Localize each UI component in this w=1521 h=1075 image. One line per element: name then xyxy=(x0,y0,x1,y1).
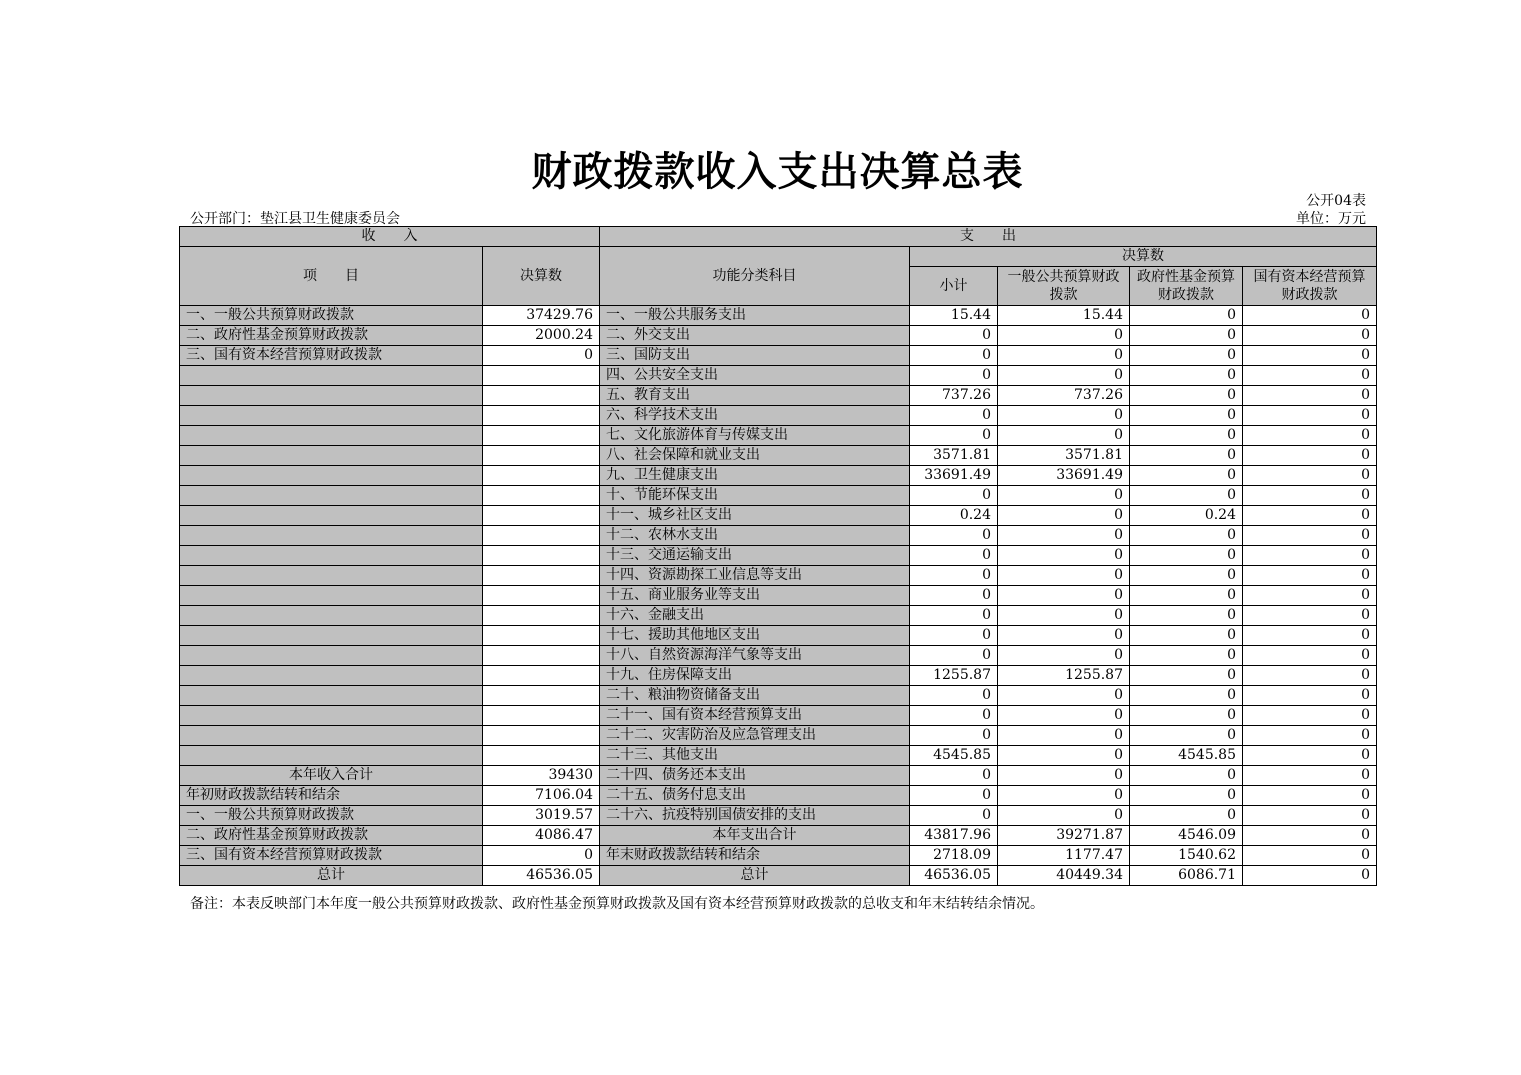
subtotal-cell: 2718.09 xyxy=(910,846,998,866)
income-value-cell: 39430 xyxy=(483,766,600,786)
subtotal-cell: 0 xyxy=(910,606,998,626)
income-item-cell: 年初财政拨款结转和结余 xyxy=(180,786,483,806)
expense-item-cell: 二十一、国有资本经营预算支出 xyxy=(600,706,910,726)
income-item-cell: 三、国有资本经营预算财政拨款 xyxy=(180,846,483,866)
expense-item-cell: 七、文化旅游体育与传媒支出 xyxy=(600,426,910,446)
subtotal-cell: 0 xyxy=(910,726,998,746)
general-budget-cell: 0 xyxy=(998,686,1130,706)
income-value-cell xyxy=(483,446,600,466)
subtotal-cell: 0 xyxy=(910,586,998,606)
expense-item-cell: 本年支出合计 xyxy=(600,826,910,846)
subtotal-cell: 1255.87 xyxy=(910,666,998,686)
income-item-cell xyxy=(180,586,483,606)
gov-fund-cell: 0 xyxy=(1130,586,1243,606)
table-row xyxy=(180,526,1377,546)
income-item-cell xyxy=(180,646,483,666)
gov-fund-cell: 6086.71 xyxy=(1130,866,1243,886)
expense-item-cell: 十六、金融支出 xyxy=(600,606,910,626)
subtotal-cell: 0 xyxy=(910,806,998,826)
subtotal-cell: 0 xyxy=(910,706,998,726)
expense-item-cell: 十五、商业服务业等支出 xyxy=(600,586,910,606)
income-item-cell xyxy=(180,686,483,706)
income-value-cell: 0 xyxy=(483,846,600,866)
unit-label: 单位：万元 xyxy=(1296,211,1366,227)
income-item-cell xyxy=(180,506,483,526)
subtotal-cell: 0 xyxy=(910,346,998,366)
table-row xyxy=(180,506,1377,526)
expense-item-cell: 二十四、债务还本支出 xyxy=(600,766,910,786)
income-item-cell: 总计 xyxy=(180,866,483,886)
income-value-cell xyxy=(483,726,600,746)
income-item-cell xyxy=(180,426,483,446)
state-capital-cell: 0 xyxy=(1243,726,1377,746)
state-capital-cell: 0 xyxy=(1243,526,1377,546)
income-item-cell xyxy=(180,446,483,466)
general-budget-cell: 0 xyxy=(998,506,1130,526)
general-budget-cell: 0 xyxy=(998,366,1130,386)
state-capital-cell: 0 xyxy=(1243,506,1377,526)
income-value-cell: 37429.76 xyxy=(483,306,600,326)
table-row xyxy=(180,746,1377,766)
page-title: 财政拨款收入支出决算总表 xyxy=(531,148,1024,195)
general-budget-cell: 0 xyxy=(998,646,1130,666)
subtotal-cell: 0 xyxy=(910,766,998,786)
expense-item-cell: 二十二、灾害防治及应急管理支出 xyxy=(600,726,910,746)
general-budget-cell: 0 xyxy=(998,766,1130,786)
expense-item-cell: 一、一般公共服务支出 xyxy=(600,306,910,326)
table-row xyxy=(180,366,1377,386)
subtotal-cell: 0 xyxy=(910,326,998,346)
state-capital-header: 国有资本经营预算财政拨款 xyxy=(1243,267,1377,306)
subtotal-cell: 0 xyxy=(910,786,998,806)
income-item-cell: 本年收入合计 xyxy=(180,766,483,786)
expense-item-cell: 十一、城乡社区支出 xyxy=(600,506,910,526)
income-item-cell xyxy=(180,546,483,566)
gov-fund-cell: 0 xyxy=(1130,366,1243,386)
state-capital-cell: 0 xyxy=(1243,426,1377,446)
general-budget-cell: 0 xyxy=(998,606,1130,626)
subtotal-cell: 0 xyxy=(910,406,998,426)
table-row xyxy=(180,606,1377,626)
subtotal-cell: 737.26 xyxy=(910,386,998,406)
gov-fund-cell: 0 xyxy=(1130,346,1243,366)
subtotal-cell: 4545.85 xyxy=(910,746,998,766)
expense-item-cell: 年末财政拨款结转和结余 xyxy=(600,846,910,866)
expense-item-cell: 总计 xyxy=(600,866,910,886)
general-budget-cell: 0 xyxy=(998,746,1130,766)
table-row xyxy=(180,326,1377,346)
table-row xyxy=(180,306,1377,326)
expense-item-cell: 二、外交支出 xyxy=(600,326,910,346)
state-capital-cell: 0 xyxy=(1243,746,1377,766)
income-value-cell xyxy=(483,466,600,486)
table-row xyxy=(180,346,1377,366)
gov-fund-cell: 0 xyxy=(1130,786,1243,806)
general-budget-cell: 1255.87 xyxy=(998,666,1130,686)
state-capital-cell: 0 xyxy=(1243,706,1377,726)
state-capital-cell: 0 xyxy=(1243,566,1377,586)
general-budget-cell: 0 xyxy=(998,586,1130,606)
income-value-cell xyxy=(483,546,600,566)
income-item-cell xyxy=(180,746,483,766)
subtotal-cell: 0 xyxy=(910,486,998,506)
expense-item-cell: 四、公共安全支出 xyxy=(600,366,910,386)
income-value-cell xyxy=(483,686,600,706)
income-item-cell xyxy=(180,726,483,746)
budget-table xyxy=(179,226,1377,886)
general-budget-cell: 0 xyxy=(998,546,1130,566)
general-budget-cell: 0 xyxy=(998,726,1130,746)
income-value-cell xyxy=(483,746,600,766)
item-header: 项 目 xyxy=(180,247,483,306)
subtotal-header: 小计 xyxy=(910,267,998,306)
income-value-cell: 0 xyxy=(483,346,600,366)
income-item-cell: 三、国有资本经营预算财政拨款 xyxy=(180,346,483,366)
general-budget-cell: 40449.34 xyxy=(998,866,1130,886)
income-item-cell xyxy=(180,406,483,426)
income-item-cell xyxy=(180,706,483,726)
general-budget-cell: 0 xyxy=(998,626,1130,646)
general-budget-cell: 0 xyxy=(998,806,1130,826)
income-value-cell xyxy=(483,586,600,606)
income-item-cell xyxy=(180,366,483,386)
gov-fund-cell: 0 xyxy=(1130,646,1243,666)
table-row xyxy=(180,386,1377,406)
general-budget-cell: 33691.49 xyxy=(998,466,1130,486)
income-value-cell xyxy=(483,526,600,546)
income-item-cell xyxy=(180,486,483,506)
header-row-1 xyxy=(180,227,1377,247)
gov-fund-cell: 0 xyxy=(1130,706,1243,726)
general-budget-cell: 3571.81 xyxy=(998,446,1130,466)
state-capital-cell: 0 xyxy=(1243,446,1377,466)
income-value-cell: 2000.24 xyxy=(483,326,600,346)
state-capital-cell: 0 xyxy=(1243,366,1377,386)
table-row xyxy=(180,786,1377,806)
gov-fund-cell: 1540.62 xyxy=(1130,846,1243,866)
table-row xyxy=(180,666,1377,686)
state-capital-cell: 0 xyxy=(1243,306,1377,326)
gov-fund-cell: 0 xyxy=(1130,766,1243,786)
table-row xyxy=(180,546,1377,566)
subtotal-cell: 0 xyxy=(910,626,998,646)
gov-fund-cell: 0 xyxy=(1130,306,1243,326)
income-item-cell xyxy=(180,626,483,646)
department-label: 公开部门：垫江县卫生健康委员会 xyxy=(190,211,400,227)
state-capital-cell: 0 xyxy=(1243,686,1377,706)
table-row xyxy=(180,766,1377,786)
gov-fund-cell: 4545.85 xyxy=(1130,746,1243,766)
subtotal-cell: 3571.81 xyxy=(910,446,998,466)
income-value-cell xyxy=(483,666,600,686)
gov-fund-cell: 0 xyxy=(1130,806,1243,826)
header-row-2 xyxy=(180,247,1377,267)
gov-fund-cell: 0 xyxy=(1130,486,1243,506)
subtotal-cell: 0 xyxy=(910,546,998,566)
subtotal-cell: 15.44 xyxy=(910,306,998,326)
subtotal-cell: 0 xyxy=(910,646,998,666)
income-item-cell xyxy=(180,526,483,546)
expense-item-cell: 十七、援助其他地区支出 xyxy=(600,626,910,646)
table-row xyxy=(180,626,1377,646)
income-value-cell xyxy=(483,486,600,506)
subtotal-cell: 0 xyxy=(910,686,998,706)
general-budget-cell: 0 xyxy=(998,526,1130,546)
func-category-header: 功能分类科目 xyxy=(600,247,910,306)
gov-fund-cell: 0 xyxy=(1130,606,1243,626)
gov-fund-cell: 4546.09 xyxy=(1130,826,1243,846)
expense-header: 支 出 xyxy=(600,227,1377,247)
subtotal-cell: 0 xyxy=(910,526,998,546)
state-capital-cell: 0 xyxy=(1243,786,1377,806)
gov-fund-cell: 0.24 xyxy=(1130,506,1243,526)
income-value-cell xyxy=(483,706,600,726)
expense-item-cell: 二十、粮油物资储备支出 xyxy=(600,686,910,706)
table-row xyxy=(180,726,1377,746)
general-budget-cell: 0 xyxy=(998,406,1130,426)
table-row xyxy=(180,806,1377,826)
income-value-cell xyxy=(483,386,600,406)
income-item-cell: 一、一般公共预算财政拨款 xyxy=(180,806,483,826)
gov-fund-cell: 0 xyxy=(1130,686,1243,706)
state-capital-cell: 0 xyxy=(1243,666,1377,686)
subtotal-cell: 0 xyxy=(910,426,998,446)
state-capital-cell: 0 xyxy=(1243,326,1377,346)
state-capital-cell: 0 xyxy=(1243,866,1377,886)
table-row xyxy=(180,646,1377,666)
state-capital-cell: 0 xyxy=(1243,406,1377,426)
gov-fund-cell: 0 xyxy=(1130,726,1243,746)
expense-item-cell: 十三、交通运输支出 xyxy=(600,546,910,566)
income-value-cell xyxy=(483,646,600,666)
table-row xyxy=(180,466,1377,486)
general-budget-cell: 39271.87 xyxy=(998,826,1130,846)
state-capital-cell: 0 xyxy=(1243,766,1377,786)
expense-item-cell: 二十三、其他支出 xyxy=(600,746,910,766)
expense-item-cell: 十四、资源勘探工业信息等支出 xyxy=(600,566,910,586)
state-capital-cell: 0 xyxy=(1243,546,1377,566)
income-item-cell xyxy=(180,566,483,586)
expense-item-cell: 十二、农林水支出 xyxy=(600,526,910,546)
state-capital-cell: 0 xyxy=(1243,586,1377,606)
income-value-cell xyxy=(483,406,600,426)
general-budget-cell: 0 xyxy=(998,346,1130,366)
table-row xyxy=(180,566,1377,586)
general-budget-header: 一般公共预算财政拨款 xyxy=(998,267,1130,306)
expense-item-cell: 十八、自然资源海洋气象等支出 xyxy=(600,646,910,666)
table-row xyxy=(180,686,1377,706)
gov-fund-header: 政府性基金预算财政拨款 xyxy=(1130,267,1243,306)
expense-item-cell: 八、社会保障和就业支出 xyxy=(600,446,910,466)
income-amount-header: 决算数 xyxy=(483,247,600,306)
expense-item-cell: 三、国防支出 xyxy=(600,346,910,366)
expense-item-cell: 五、教育支出 xyxy=(600,386,910,406)
state-capital-cell: 0 xyxy=(1243,606,1377,626)
table-row xyxy=(180,706,1377,726)
state-capital-cell: 0 xyxy=(1243,626,1377,646)
table-row xyxy=(180,406,1377,426)
income-value-cell xyxy=(483,566,600,586)
table-row xyxy=(180,846,1377,866)
expense-item-cell: 二十五、债务付息支出 xyxy=(600,786,910,806)
table-row xyxy=(180,586,1377,606)
general-budget-cell: 737.26 xyxy=(998,386,1130,406)
table-row xyxy=(180,866,1377,886)
income-header: 收 入 xyxy=(180,227,600,247)
gov-fund-cell: 0 xyxy=(1130,326,1243,346)
gov-fund-cell: 0 xyxy=(1130,466,1243,486)
income-item-cell: 二、政府性基金预算财政拨款 xyxy=(180,826,483,846)
gov-fund-cell: 0 xyxy=(1130,386,1243,406)
final-amount-group-header: 决算数 xyxy=(910,247,1377,267)
expense-item-cell: 二十六、抗疫特别国债安排的支出 xyxy=(600,806,910,826)
income-value-cell: 7106.04 xyxy=(483,786,600,806)
expense-item-cell: 十九、住房保障支出 xyxy=(600,666,910,686)
income-item-cell: 一、一般公共预算财政拨款 xyxy=(180,306,483,326)
income-value-cell: 46536.05 xyxy=(483,866,600,886)
expense-item-cell: 六、科学技术支出 xyxy=(600,406,910,426)
income-value-cell: 4086.47 xyxy=(483,826,600,846)
general-budget-cell: 0 xyxy=(998,566,1130,586)
income-item-cell xyxy=(180,386,483,406)
subtotal-cell: 33691.49 xyxy=(910,466,998,486)
state-capital-cell: 0 xyxy=(1243,386,1377,406)
subtotal-cell: 0 xyxy=(910,566,998,586)
form-number: 公开04表 xyxy=(1306,193,1366,209)
table-row xyxy=(180,426,1377,446)
gov-fund-cell: 0 xyxy=(1130,406,1243,426)
income-value-cell xyxy=(483,626,600,646)
table-row xyxy=(180,446,1377,466)
table-row xyxy=(180,486,1377,506)
income-value-cell xyxy=(483,506,600,526)
state-capital-cell: 0 xyxy=(1243,486,1377,506)
general-budget-cell: 0 xyxy=(998,426,1130,446)
gov-fund-cell: 0 xyxy=(1130,446,1243,466)
income-value-cell xyxy=(483,606,600,626)
general-budget-cell: 0 xyxy=(998,326,1130,346)
state-capital-cell: 0 xyxy=(1243,826,1377,846)
table-row xyxy=(180,826,1377,846)
expense-item-cell: 九、卫生健康支出 xyxy=(600,466,910,486)
general-budget-cell: 1177.47 xyxy=(998,846,1130,866)
subtotal-cell: 43817.96 xyxy=(910,826,998,846)
gov-fund-cell: 0 xyxy=(1130,426,1243,446)
income-value-cell: 3019.57 xyxy=(483,806,600,826)
state-capital-cell: 0 xyxy=(1243,466,1377,486)
general-budget-cell: 15.44 xyxy=(998,306,1130,326)
income-value-cell xyxy=(483,426,600,446)
income-item-cell xyxy=(180,466,483,486)
footnote: 备注：本表反映部门本年度一般公共预算财政拨款、政府性基金预算财政拨款及国有资本经营预算财政拨款的总收支和年末结转结余情况。 xyxy=(190,896,1044,912)
gov-fund-cell: 0 xyxy=(1130,546,1243,566)
state-capital-cell: 0 xyxy=(1243,346,1377,366)
income-item-cell: 二、政府性基金预算财政拨款 xyxy=(180,326,483,346)
state-capital-cell: 0 xyxy=(1243,646,1377,666)
general-budget-cell: 0 xyxy=(998,486,1130,506)
general-budget-cell: 0 xyxy=(998,706,1130,726)
subtotal-cell: 0.24 xyxy=(910,506,998,526)
general-budget-cell: 0 xyxy=(998,786,1130,806)
state-capital-cell: 0 xyxy=(1243,806,1377,826)
gov-fund-cell: 0 xyxy=(1130,526,1243,546)
gov-fund-cell: 0 xyxy=(1130,566,1243,586)
gov-fund-cell: 0 xyxy=(1130,626,1243,646)
gov-fund-cell: 0 xyxy=(1130,666,1243,686)
income-value-cell xyxy=(483,366,600,386)
income-item-cell xyxy=(180,606,483,626)
subtotal-cell: 46536.05 xyxy=(910,866,998,886)
subtotal-cell: 0 xyxy=(910,366,998,386)
expense-item-cell: 十、节能环保支出 xyxy=(600,486,910,506)
income-item-cell xyxy=(180,666,483,686)
state-capital-cell: 0 xyxy=(1243,846,1377,866)
